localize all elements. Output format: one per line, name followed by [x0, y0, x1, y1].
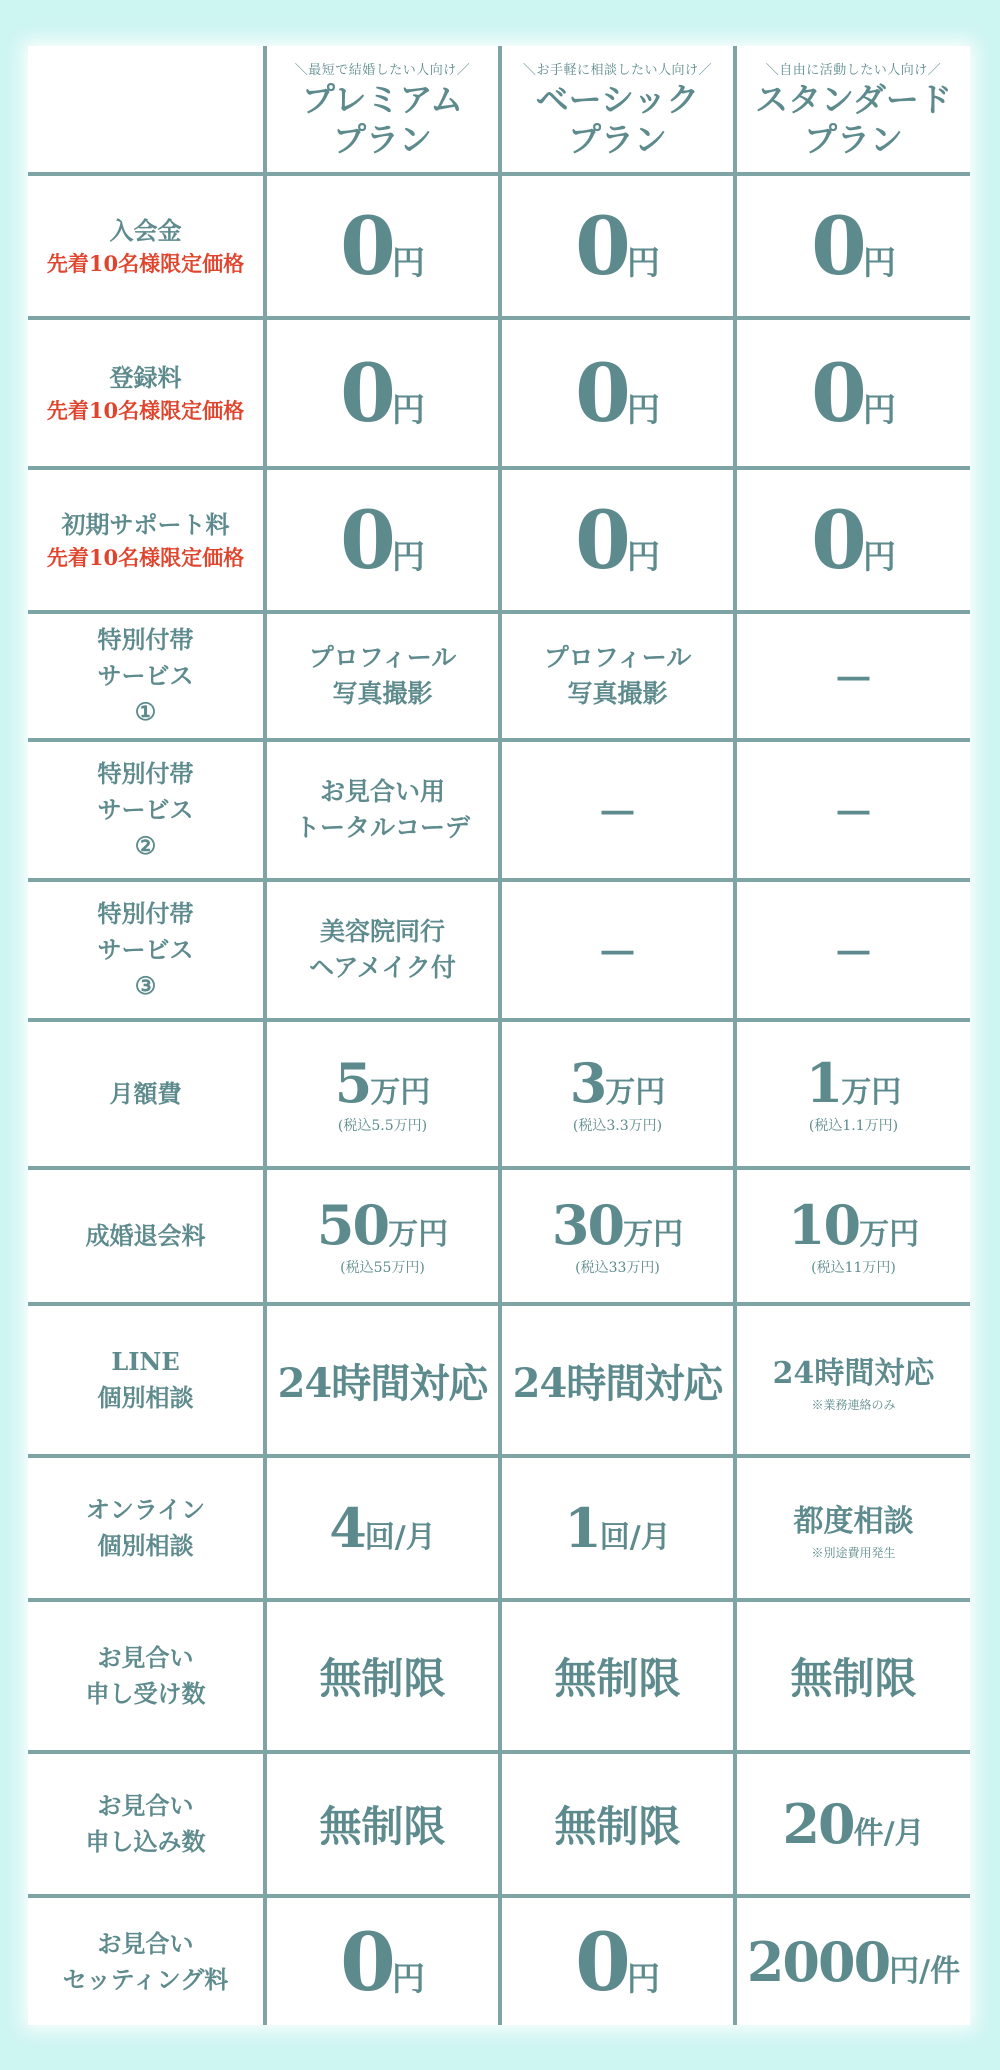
header-standard — [735, 46, 970, 174]
not-included-dash: ― — [601, 791, 634, 829]
unlimited-text: 無制限 — [554, 1654, 681, 1703]
row-label — [28, 1752, 265, 1896]
value-cell — [500, 1456, 735, 1600]
price-cell — [265, 318, 500, 468]
price-number: 0 — [340, 1914, 392, 2009]
price-unit: 円 — [626, 390, 660, 429]
row-label — [28, 1600, 265, 1752]
row-label-text: 申し込み数 — [85, 1827, 206, 1856]
price-cell — [500, 318, 735, 468]
row-label-text: サービス — [97, 795, 194, 824]
plan-name: ベーシック — [535, 79, 700, 119]
price-unit: 万円 — [623, 1217, 684, 1252]
value-cell — [265, 1456, 500, 1600]
price-number: 10 — [787, 1193, 860, 1257]
support-hours-text: 24時間対応 — [772, 1355, 935, 1391]
price-cell — [735, 1168, 970, 1304]
row-label-text: 特別付帯 — [97, 625, 194, 654]
plan-comparison-table — [28, 46, 970, 2025]
row-label — [28, 174, 265, 318]
service-text: プロフィール — [308, 643, 457, 672]
service-cell — [500, 612, 735, 740]
row-label-text: 入会金 — [109, 216, 182, 245]
price-unit: 円 — [391, 390, 425, 429]
unlimited-text: 無制限 — [790, 1654, 917, 1703]
row-label — [28, 1168, 265, 1304]
plan-name: スタンダード — [755, 79, 952, 119]
price-number: 0 — [811, 493, 863, 587]
price-number: 0 — [575, 493, 627, 587]
price-cell — [500, 1020, 735, 1168]
plan-name: プレミアム — [301, 79, 464, 119]
unlimited-text: 無制限 — [319, 1654, 446, 1703]
service-text: 写真撮影 — [332, 679, 433, 708]
price-unit: 万円 — [605, 1075, 666, 1110]
not-included-dash: ― — [837, 931, 870, 969]
not-included-dash: ― — [837, 657, 870, 695]
row-label-text: 初期サポート料 — [61, 510, 230, 539]
price-number: 1 — [805, 1051, 842, 1115]
price-cell — [265, 1020, 500, 1168]
plan-name: プラン — [568, 119, 667, 159]
row-label-text: LINE — [111, 1347, 180, 1376]
not-included-dash: ― — [837, 791, 870, 829]
header-basic — [500, 46, 735, 174]
price-cell — [500, 1168, 735, 1304]
unlimited-text: 無制限 — [319, 1802, 446, 1851]
consult-text: 都度相談 — [793, 1503, 914, 1539]
row-label — [28, 880, 265, 1020]
plan-name: プラン — [804, 119, 903, 159]
limited-offer-note: 先着10名様限定価格 — [46, 398, 245, 423]
row-label — [28, 612, 265, 740]
table-row-marriage-fee — [28, 1168, 970, 1304]
row-label — [28, 1456, 265, 1600]
tax-included-price: (税込33万円) — [575, 1260, 660, 1276]
tax-included-price: (税込5.5万円) — [337, 1118, 428, 1134]
price-number: 0 — [340, 199, 392, 293]
service-cell — [735, 612, 970, 740]
price-number: 50 — [316, 1193, 389, 1257]
row-label-text: サービス — [97, 661, 194, 690]
price-number: 0 — [811, 199, 863, 293]
support-hours-text: 24時間対応 — [512, 1359, 723, 1407]
value-cell — [500, 1752, 735, 1896]
table-row-service-3 — [28, 880, 970, 1020]
row-label-text: オンライン — [85, 1495, 206, 1524]
row-label — [28, 1304, 265, 1456]
row-label-text: サービス — [97, 935, 194, 964]
value-cell — [735, 1752, 970, 1896]
row-label-text: 月額費 — [109, 1079, 182, 1108]
tax-included-price: (税込55万円) — [340, 1260, 425, 1276]
table-row — [28, 46, 970, 174]
row-label — [28, 318, 265, 468]
price-cell — [265, 468, 500, 612]
table-row-admission — [28, 174, 970, 318]
price-number: 30 — [551, 1193, 624, 1257]
price-unit: 円 — [862, 537, 896, 576]
service-text: トータルコーデ — [294, 813, 470, 842]
value-cell — [735, 1304, 970, 1456]
price-cell — [265, 1896, 500, 2025]
price-unit: 円 — [626, 537, 660, 576]
footnote: ※業務連絡のみ — [811, 1397, 896, 1412]
service-cell — [500, 740, 735, 880]
price-number: 2000 — [746, 1929, 890, 1994]
price-number: 0 — [575, 1914, 627, 2009]
price-unit: 万円 — [841, 1075, 902, 1110]
count-number: 1 — [564, 1496, 600, 1560]
price-cell — [735, 468, 970, 612]
price-cell — [735, 1020, 970, 1168]
plan-tagline: ＼お手軽に相談したい人向け／ — [522, 62, 712, 78]
price-cell — [500, 174, 735, 318]
count-unit: 件/月 — [853, 1816, 925, 1851]
count-number: 4 — [329, 1496, 365, 1560]
price-unit: 円 — [626, 1958, 660, 1998]
service-text: ヘアメイク付 — [309, 953, 456, 982]
price-number: 0 — [811, 346, 863, 440]
limited-offer-note: 先着10名様限定価格 — [46, 251, 245, 276]
tax-included-price: (税込11万円) — [811, 1260, 896, 1276]
table-row-initial-support — [28, 468, 970, 612]
row-label-text: お見合い — [97, 1643, 194, 1672]
header-premium — [265, 46, 500, 174]
price-cell — [735, 1896, 970, 2025]
price-unit: 円 — [862, 243, 896, 282]
limited-offer-note: 先着10名様限定価格 — [46, 545, 245, 570]
value-cell — [735, 1456, 970, 1600]
price-unit: 円 — [391, 243, 425, 282]
price-cell — [735, 318, 970, 468]
row-label-number: ① — [134, 697, 157, 726]
price-unit: 万円 — [370, 1075, 431, 1110]
price-number: 3 — [569, 1051, 606, 1115]
row-label — [28, 1896, 265, 2025]
tax-included-price: (税込3.3万円) — [572, 1118, 663, 1134]
count-unit: 回/月 — [599, 1520, 671, 1555]
row-label-text: お見合い — [97, 1791, 194, 1820]
price-number: 0 — [575, 199, 627, 293]
value-cell — [265, 1304, 500, 1456]
price-number: 0 — [575, 346, 627, 440]
row-label — [28, 1020, 265, 1168]
table-row-monthly — [28, 1020, 970, 1168]
price-unit: 円 — [626, 243, 660, 282]
value-cell — [265, 1600, 500, 1752]
price-unit: 円/件 — [889, 1953, 961, 1989]
row-label-text: 申し受け数 — [85, 1679, 206, 1708]
tax-included-price: (税込1.1万円) — [808, 1118, 899, 1134]
table-row-omiai-receive — [28, 1600, 970, 1752]
plan-tagline: ＼自由に活動したい人向け／ — [765, 62, 942, 78]
row-label-text: 個別相談 — [97, 1383, 194, 1412]
price-unit: 万円 — [388, 1217, 449, 1252]
price-cell — [500, 468, 735, 612]
count-unit: 回/月 — [364, 1520, 436, 1555]
price-cell — [265, 1168, 500, 1304]
table-row-service-2 — [28, 740, 970, 880]
row-label-text: 個別相談 — [97, 1531, 194, 1560]
support-hours-text: 24時間対応 — [277, 1359, 488, 1407]
table-row-omiai-setting — [28, 1896, 970, 2025]
table-row-registration — [28, 318, 970, 468]
row-label-text: 特別付帯 — [97, 899, 194, 928]
price-unit: 円 — [391, 1958, 425, 1998]
value-cell — [735, 1600, 970, 1752]
table-row-omiai-apply — [28, 1752, 970, 1896]
price-cell — [735, 174, 970, 318]
table-row-service-1 — [28, 612, 970, 740]
price-number: 0 — [340, 346, 392, 440]
row-label-text: お見合い — [97, 1928, 194, 1958]
row-label-number: ③ — [134, 971, 157, 1000]
price-cell — [265, 174, 500, 318]
service-cell — [735, 740, 970, 880]
service-text: 写真撮影 — [567, 679, 668, 708]
price-unit: 円 — [862, 390, 896, 429]
service-text: プロフィール — [543, 643, 692, 672]
service-cell — [265, 740, 500, 880]
unlimited-text: 無制限 — [554, 1802, 681, 1851]
row-label-text: 成婚退会料 — [85, 1221, 206, 1250]
row-label — [28, 468, 265, 612]
service-cell — [500, 880, 735, 1020]
count-number: 20 — [782, 1792, 854, 1856]
row-label-text: 登録料 — [109, 363, 182, 392]
value-cell — [500, 1304, 735, 1456]
header-empty-cell — [28, 46, 265, 174]
row-label — [28, 740, 265, 880]
price-unit: 万円 — [859, 1217, 920, 1252]
table-row-line-consult — [28, 1304, 970, 1456]
price-number: 0 — [340, 493, 392, 587]
plan-name: プラン — [333, 119, 432, 159]
price-number: 5 — [334, 1051, 371, 1115]
row-label-text: セッティング料 — [62, 1964, 229, 1994]
footnote: ※別途費用発生 — [811, 1545, 896, 1560]
value-cell — [265, 1752, 500, 1896]
not-included-dash: ― — [601, 931, 634, 969]
service-cell — [265, 612, 500, 740]
service-cell — [735, 880, 970, 1020]
row-label-number: ② — [134, 831, 157, 860]
table-row-online-consult — [28, 1456, 970, 1600]
price-unit: 円 — [391, 537, 425, 576]
service-text: 美容院同行 — [319, 917, 445, 946]
plan-tagline: ＼最短で結婚したい人向け／ — [294, 62, 471, 78]
service-text: お見合い用 — [319, 777, 445, 806]
service-cell — [265, 880, 500, 1020]
price-cell — [500, 1896, 735, 2025]
row-label-text: 特別付帯 — [97, 759, 194, 788]
value-cell — [500, 1600, 735, 1752]
